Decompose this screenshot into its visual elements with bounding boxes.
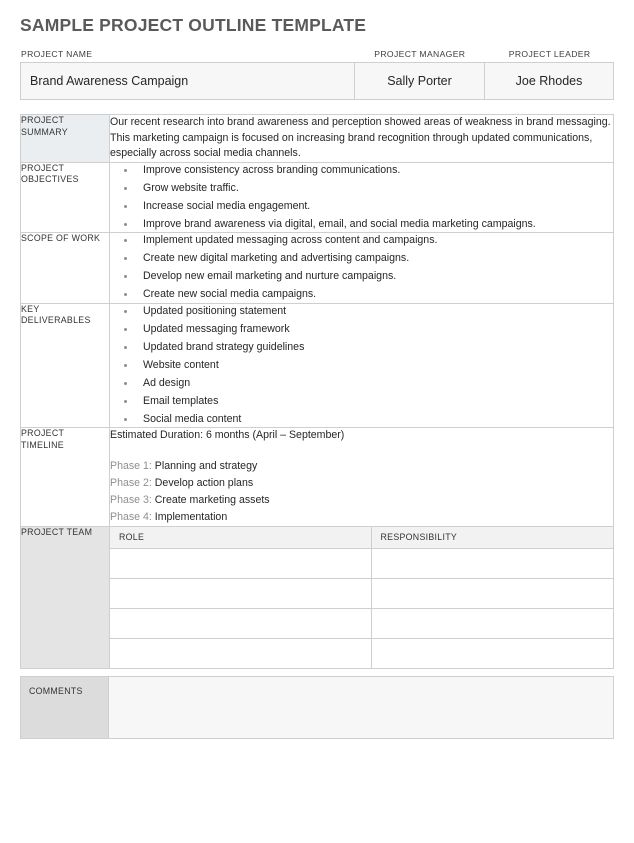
row-key-deliverables <box>21 303 614 428</box>
list-item: Improve consistency across branding communications. <box>110 163 613 179</box>
timeline-duration: Estimated Duration: 6 months (April – September) <box>110 429 345 441</box>
cell-role[interactable] <box>110 638 371 668</box>
list-item: Updated positioning statement <box>110 304 613 320</box>
cell-project-timeline[interactable] <box>110 428 614 527</box>
list-item: Ad design <box>110 376 613 392</box>
row-project-objectives <box>21 162 614 233</box>
timeline-phase <box>110 475 613 492</box>
table-row <box>110 638 613 668</box>
list-item: Grow website traffic. <box>110 181 613 197</box>
table-row <box>110 578 613 608</box>
cell-responsibility[interactable] <box>371 548 613 578</box>
cell-role[interactable] <box>110 608 371 638</box>
label-cell-project-team: PROJECT TEAM <box>21 526 110 668</box>
cell-role[interactable] <box>110 548 371 578</box>
label-cell-project-timeline: PROJECT TIMELINE <box>21 428 110 527</box>
row-project-team <box>21 526 614 668</box>
list-item: Increase social media engagement. <box>110 199 613 215</box>
project-leader-field[interactable]: Joe Rhodes <box>515 74 583 88</box>
column-header-responsibility: RESPONSIBILITY <box>371 527 613 549</box>
phase-label: Phase 1: <box>110 459 152 472</box>
label-cell-key-deliverables: KEY DELIVERABLES <box>21 303 110 428</box>
project-manager-field[interactable]: Sally Porter <box>355 63 485 99</box>
cell-key-deliverables[interactable] <box>110 303 614 428</box>
timeline-phase <box>110 492 613 509</box>
project-summary-text: Our recent research into brand awareness and perception showed areas of weakness in brand messaging. This marketing campaign is focused on increasing brand recognition through updated communications, especially across social media channels. <box>110 116 611 159</box>
row-project-summary <box>21 115 614 163</box>
list-item: Implement updated messaging across content and campaigns. <box>110 233 613 249</box>
table-row <box>110 608 613 638</box>
list-item: Updated messaging framework <box>110 322 613 338</box>
timeline-phase <box>110 458 613 475</box>
label-cell-comments: COMMENTS <box>21 677 109 738</box>
phase-description: Develop action plans <box>154 476 254 489</box>
cell-role[interactable] <box>110 578 371 608</box>
cell-project-summary[interactable] <box>110 115 614 163</box>
cell-scope-of-work[interactable] <box>110 233 614 304</box>
objectives-list <box>110 163 613 233</box>
team-table <box>110 527 613 668</box>
phase-description: Create marketing assets <box>154 493 270 506</box>
label-project-leader: PROJECT LEADER <box>508 49 591 59</box>
team-header-row <box>110 527 613 549</box>
list-item: Improve brand awareness via digital, email, and social media marketing campaigns. <box>110 217 613 233</box>
list-item: Updated brand strategy guidelines <box>110 340 613 356</box>
label-cell-project-objectives: PROJECT OBJECTIVES <box>21 162 110 233</box>
list-item: Email templates <box>110 394 613 410</box>
cell-responsibility[interactable] <box>371 608 613 638</box>
outline-table <box>20 114 614 669</box>
project-name-field[interactable]: Brand Awareness Campaign <box>21 63 355 99</box>
cell-project-objectives[interactable] <box>110 162 614 233</box>
header-label-row <box>20 48 614 60</box>
label-project-name: PROJECT NAME <box>21 49 93 59</box>
comments-block <box>20 676 614 739</box>
cell-responsibility[interactable] <box>371 578 613 608</box>
scope-list <box>110 233 613 303</box>
column-header-role: ROLE <box>110 527 371 549</box>
list-item: Develop new email marketing and nurture campaigns. <box>110 269 613 285</box>
deliverables-list <box>110 304 613 428</box>
project-outline-page <box>0 14 634 843</box>
header-field-row <box>20 62 614 100</box>
comments-field[interactable] <box>109 677 613 738</box>
phase-description: Planning and strategy <box>154 459 258 472</box>
phase-label: Phase 2: <box>110 476 152 489</box>
label-cell-project-summary: PROJECT SUMMARY <box>21 115 110 163</box>
phase-description: Implementation <box>154 510 228 523</box>
label-cell-scope-of-work: SCOPE OF WORK <box>21 233 110 304</box>
cell-responsibility[interactable] <box>371 638 613 668</box>
label-project-manager: PROJECT MANAGER <box>374 49 466 59</box>
list-item: Website content <box>110 358 613 374</box>
cell-project-team <box>110 526 614 668</box>
row-scope-of-work <box>21 233 614 304</box>
list-item: Social media content <box>110 412 613 428</box>
phase-label: Phase 3: <box>110 493 152 506</box>
row-project-timeline <box>21 428 614 527</box>
table-row <box>110 548 613 578</box>
page-title: SAMPLE PROJECT OUTLINE TEMPLATE <box>20 15 367 35</box>
phase-label: Phase 4: <box>110 510 152 523</box>
list-item: Create new digital marketing and advertising campaigns. <box>110 251 613 267</box>
list-item: Create new social media campaigns. <box>110 287 613 303</box>
timeline-phase <box>110 509 613 526</box>
